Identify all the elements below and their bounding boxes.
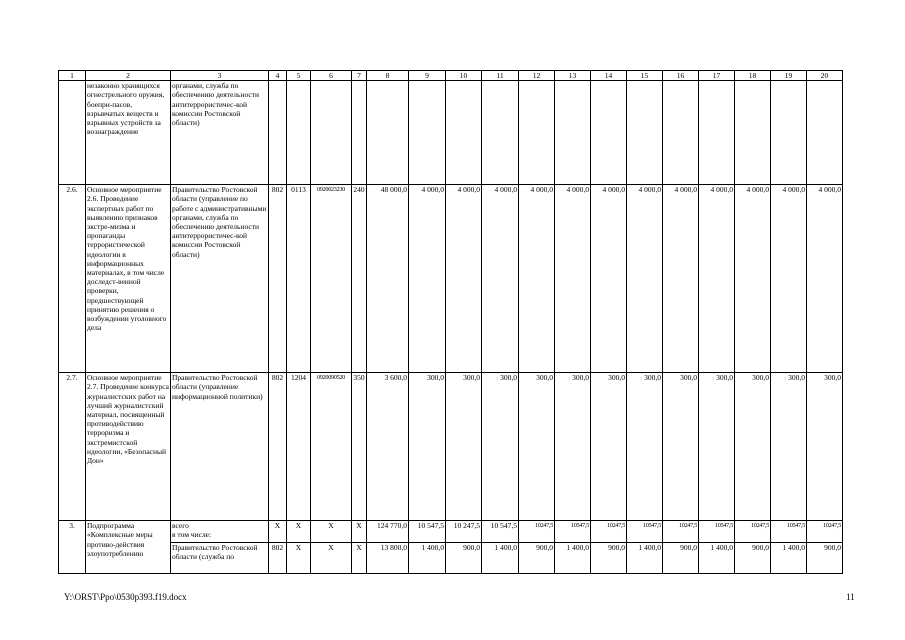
file-path-footer: Y:\ORST\Ppo\0530p393.f19.docx — [64, 592, 187, 602]
vr-code: 240 — [352, 185, 367, 373]
value-cell: 4 000,0 — [591, 185, 627, 373]
executor: Правительство Ростовской области (служба по — [171, 543, 269, 574]
value-cell: 10 547,5 — [409, 521, 446, 543]
col-header: 7 — [352, 71, 367, 81]
grbs-code: 802 — [269, 185, 287, 373]
col-header: 18 — [735, 71, 771, 81]
measure-name: Основное мероприятие 2.7. Проведение конкурса журналистских работ на лучший журналистский материал, посвященный противодействию терроризма и экстремистской идеологии, «Безопасный Дон» — [86, 373, 171, 521]
col-header: 13 — [555, 71, 591, 81]
col-header: 19 — [771, 71, 807, 81]
col-header: 10 — [446, 71, 482, 81]
value-cell: 300,0 — [771, 373, 807, 521]
table-row — [59, 81, 843, 185]
table-row — [59, 185, 843, 373]
value-cell: 4 000,0 — [627, 185, 663, 373]
grbs-code: X — [269, 521, 287, 543]
value-cell: 4 000,0 — [555, 185, 591, 373]
value-cell: 1 400,0 — [627, 543, 663, 574]
value-cell: 300,0 — [555, 373, 591, 521]
vr-code: X — [352, 521, 367, 543]
csr-code: 0920090520 — [311, 373, 352, 521]
value-cell: 300,0 — [699, 373, 735, 521]
csr-code: 0920023230 — [311, 185, 352, 373]
value-cell: 1 400,0 — [699, 543, 735, 574]
value-cell: 4 000,0 — [807, 185, 843, 373]
budget-table — [58, 70, 843, 574]
value-cell: 1 400,0 — [409, 543, 446, 574]
grbs-code: 802 — [269, 543, 287, 574]
measure-name: Основное мероприятие 2.6. Проведение экспертных работ по выявлению признаков экстре-мизма и пропаганды террористической идеологии в информационных материалах, в том числе доследст-венной проверки, предшествующей принятию решения о возбуждении уголовного дела — [86, 185, 171, 373]
value-cell: 900,0 — [446, 543, 482, 574]
value-cell: 4 000,0 — [663, 185, 699, 373]
value-cell: 300,0 — [807, 373, 843, 521]
col-header: 12 — [519, 71, 555, 81]
table-row — [59, 521, 843, 543]
col-header: 16 — [663, 71, 699, 81]
col-header: 14 — [591, 71, 627, 81]
value-cell: 300,0 — [446, 373, 482, 521]
value-cell: 10247,5 — [663, 521, 699, 543]
value-cell: 900,0 — [807, 543, 843, 574]
row-number: 3. — [59, 521, 86, 574]
grbs-code: 802 — [269, 373, 287, 521]
col-header: 20 — [807, 71, 843, 81]
value-cell: 10547,5 — [627, 521, 663, 543]
col-header: 9 — [409, 71, 446, 81]
value-cell: 300,0 — [663, 373, 699, 521]
page-number: 11 — [846, 592, 855, 602]
col-header: 2 — [86, 71, 171, 81]
value-cell: 10547,5 — [699, 521, 735, 543]
row-number: 2.7. — [59, 373, 86, 521]
value-cell: 300,0 — [409, 373, 446, 521]
value-cell: 900,0 — [663, 543, 699, 574]
col-header: 15 — [627, 71, 663, 81]
header-row — [59, 71, 843, 81]
rzpr-code: 0113 — [287, 185, 311, 373]
col-header: 17 — [699, 71, 735, 81]
value-cell: 10547,5 — [771, 521, 807, 543]
vr-code: 350 — [352, 373, 367, 521]
executor: Правительство Ростовской области (управление по работе с административными органами, служба по обеспечению деятельности антитеррористичес-кой комиссии Ростовской области) — [171, 185, 269, 373]
value-cell: 10247,5 — [735, 521, 771, 543]
rzpr-code: X — [287, 521, 311, 543]
executor: органами, служба по обеспечению деятельности антитеррористичес-кой комиссии Ростовской области) — [171, 81, 269, 185]
measure-name: незаконно хранящихся огнестрельного оружия, боепри-пасов, взрывчатых веществ и взрывных устройств за вознаграждение — [86, 81, 171, 185]
value-total: 3 600,0 — [367, 373, 409, 521]
executor: Правительство Ростовской области (управление информационной политики) — [171, 373, 269, 521]
value-cell: 4 000,0 — [409, 185, 446, 373]
value-cell: 10247,5 — [591, 521, 627, 543]
value-total: 13 800,0 — [367, 543, 409, 574]
value-cell: 10247,5 — [519, 521, 555, 543]
col-header: 4 — [269, 71, 287, 81]
col-header: 5 — [287, 71, 311, 81]
value-cell: 900,0 — [519, 543, 555, 574]
value-cell: 1 400,0 — [771, 543, 807, 574]
value-cell: 4 000,0 — [735, 185, 771, 373]
executor-including: в том числе: — [172, 530, 212, 540]
csr-code: X — [311, 521, 352, 543]
vr-code: X — [352, 543, 367, 574]
value-cell: 4 000,0 — [519, 185, 555, 373]
value-cell: 4 000,0 — [482, 185, 519, 373]
value-cell: 1 400,0 — [555, 543, 591, 574]
row-number — [59, 81, 86, 185]
value-cell: 300,0 — [735, 373, 771, 521]
value-cell: 300,0 — [627, 373, 663, 521]
value-cell: 1 400,0 — [482, 543, 519, 574]
table-row — [59, 373, 843, 521]
value-cell: 900,0 — [591, 543, 627, 574]
value-cell: 4 000,0 — [771, 185, 807, 373]
value-cell: 300,0 — [482, 373, 519, 521]
col-header: 1 — [59, 71, 86, 81]
table-row — [59, 543, 843, 574]
executor-total: всего — [172, 521, 189, 531]
value-cell: 300,0 — [591, 373, 627, 521]
value-cell: 10547,5 — [555, 521, 591, 543]
value-cell: 4 000,0 — [446, 185, 482, 373]
value-cell: 10 247,5 — [446, 521, 482, 543]
value-cell: 10247,5 — [807, 521, 843, 543]
rzpr-code: 1204 — [287, 373, 311, 521]
row-number: 2.6. — [59, 185, 86, 373]
value-cell: 10 547,5 — [482, 521, 519, 543]
executor — [171, 521, 269, 543]
col-header: 6 — [311, 71, 352, 81]
value-cell: 300,0 — [519, 373, 555, 521]
value-total: 48 000,0 — [367, 185, 409, 373]
value-cell: 4 000,0 — [699, 185, 735, 373]
col-header: 8 — [367, 71, 409, 81]
csr-code: X — [311, 543, 352, 574]
col-header: 3 — [171, 71, 269, 81]
value-total: 124 770,0 — [367, 521, 409, 543]
measure-name: Подпрограмма «Комплексные меры противо-действия злоупотреблению — [86, 521, 171, 574]
value-cell: 900,0 — [735, 543, 771, 574]
rzpr-code: X — [287, 543, 311, 574]
col-header: 11 — [482, 71, 519, 81]
